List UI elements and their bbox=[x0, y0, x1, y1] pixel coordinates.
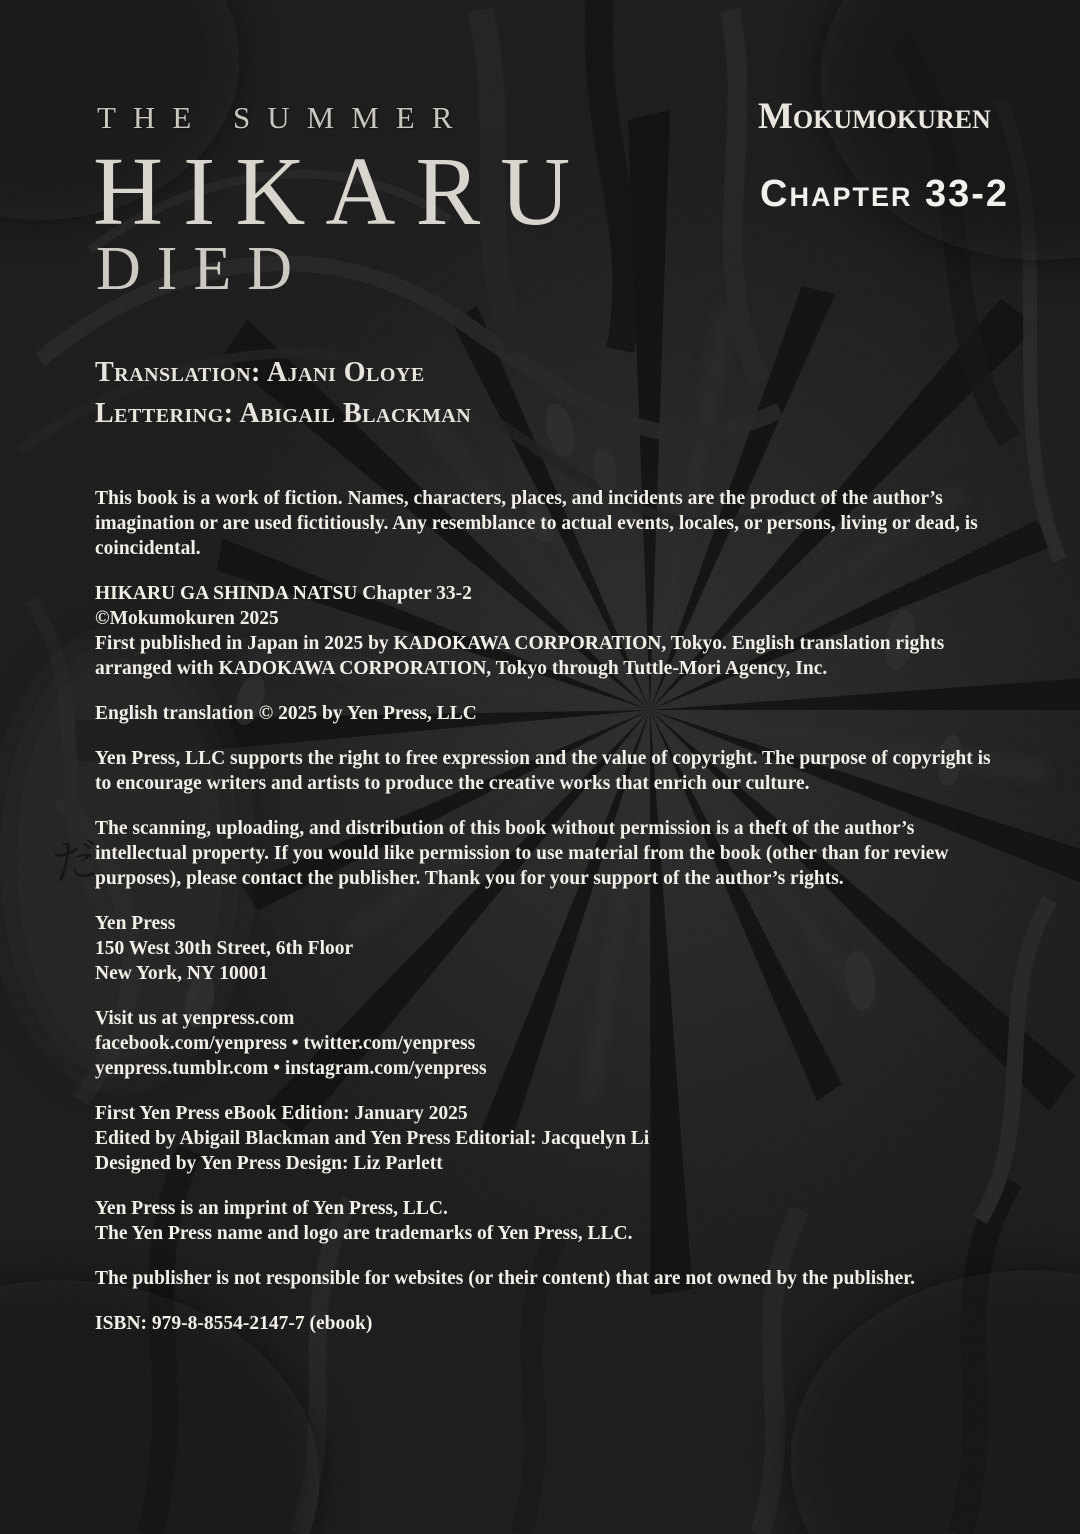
isbn-line: ISBN: 979-8-8554-2147-7 (ebook) bbox=[95, 1313, 373, 1334]
author-name: Mokumokuren bbox=[758, 96, 991, 137]
edition-line: First Yen Press eBook Edition: January 2025 bbox=[95, 1103, 468, 1124]
lettering-credit: Lettering: Abigail Blackman bbox=[95, 398, 472, 430]
author-copyright-line: ©Mokumokuren 2025 bbox=[95, 608, 279, 629]
website-line: Visit us at yenpress.com bbox=[95, 1008, 295, 1029]
tumblr-instagram-line: yenpress.tumblr.com • instagram.com/yenpress bbox=[95, 1058, 487, 1079]
chapter-label: Chapter 33-2 bbox=[760, 173, 1010, 215]
imprint-block bbox=[95, 1196, 997, 1246]
bg-kanji-glyph: だ bbox=[49, 832, 102, 890]
japanese-title-line: HIKARU GA SHINDA NATSU Chapter 33-2 bbox=[95, 583, 472, 604]
edited-by-line: Edited by Abigail Blackman and Yen Press Editorial: Jacquelyn Li bbox=[95, 1128, 650, 1149]
credits-block bbox=[95, 352, 471, 435]
translation-copyright: English translation © 2025 by Yen Press, LLC bbox=[95, 703, 477, 724]
publisher-address bbox=[95, 911, 997, 986]
fiction-disclaimer: This book is a work of fiction. Names, characters, places, and incidents are the product of the author’s imagination or are used fictitiously. Any resemblance to actual events, locales, or persons, living or dead, is coincidental. bbox=[95, 488, 978, 559]
scanning-notice: The scanning, uploading, and distribution of this book without permission is a theft of the author’s intellectual property. If you would like permission to use material from the book (other than for review purposes), please contact the publisher. Thank you for your support of the author’s rights. bbox=[95, 818, 949, 889]
free-expression-notice: Yen Press, LLC supports the right to free expression and the value of copyright. The purpose of copyright is to encourage writers and artists to produce the creative works that enrich our culture. bbox=[95, 748, 991, 794]
trademark-line: The Yen Press name and logo are trademarks of Yen Press, LLC. bbox=[95, 1223, 633, 1244]
copyright-block bbox=[95, 581, 997, 681]
designed-by-line: Designed by Yen Press Design: Liz Parlett bbox=[95, 1153, 443, 1174]
series-title-line-2: HIKARU bbox=[93, 138, 591, 245]
social-links-block bbox=[95, 1006, 997, 1081]
website-disclaimer: The publisher is not responsible for websites (or their content) that are not owned by the publisher. bbox=[95, 1268, 915, 1289]
publisher-city: New York, NY 10001 bbox=[95, 963, 268, 984]
series-title-line-1: THE SUMMER bbox=[97, 100, 470, 135]
translation-credit: Translation: Ajani Oloye bbox=[95, 357, 425, 388]
edition-block bbox=[95, 1101, 997, 1176]
series-title-line-3: DIED bbox=[96, 235, 309, 303]
colophon-text bbox=[95, 486, 997, 1336]
imprint-line: Yen Press is an imprint of Yen Press, LLC. bbox=[95, 1198, 448, 1219]
facebook-twitter-line: facebook.com/yenpress • twitter.com/yenpress bbox=[95, 1033, 476, 1054]
publisher-name: Yen Press bbox=[95, 913, 176, 934]
first-published-line: First published in Japan in 2025 by KADOKAWA CORPORATION, Tokyo. English translation rights arranged with KADOKAWA CORPORATION, Tokyo through Tuttle-Mori Agency, Inc. bbox=[95, 633, 945, 679]
publisher-street: 150 West 30th Street, 6th Floor bbox=[95, 938, 354, 959]
